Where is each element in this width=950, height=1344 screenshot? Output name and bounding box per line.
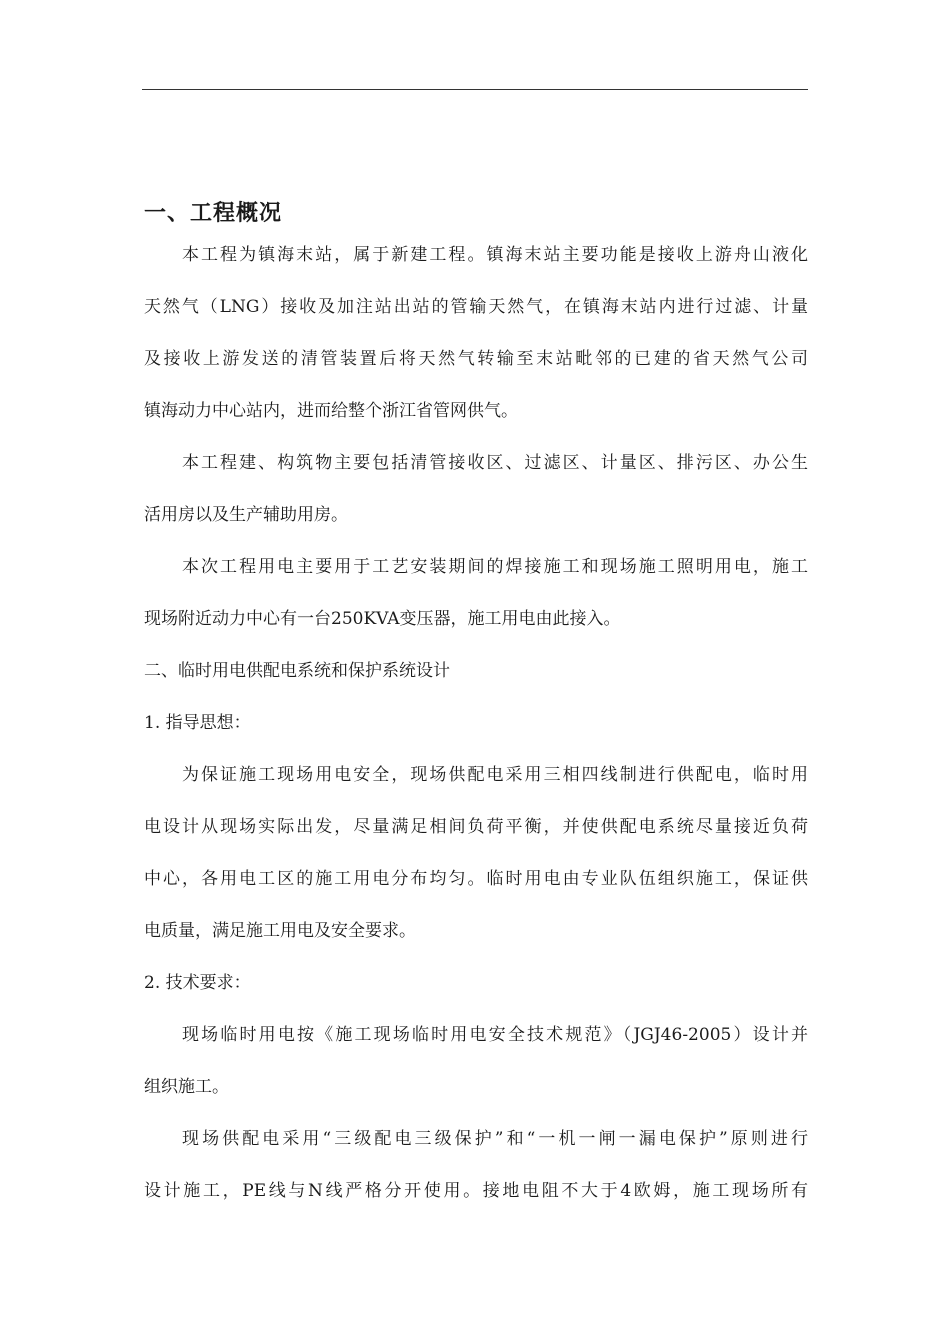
- paragraph-line: 活用房以及生产辅助用房。: [144, 505, 348, 525]
- paragraph-line: 本工程建、构筑物主要包括清管接收区、过滤区、计量区、排污区、办公生: [182, 453, 808, 473]
- paragraph-line: 电质量，满足施工用电及安全要求。: [144, 921, 416, 941]
- paragraph-line: 天然气（LNG）接收及加注站出站的管输天然气，在镇海末站内进行过滤、计量: [144, 297, 808, 317]
- paragraph-line: 本工程为镇海末站，属于新建工程。镇海末站主要功能是接收上游舟山液化: [182, 245, 808, 265]
- paragraph-line: 及接收上游发送的清管装置后将天然气转输至末站毗邻的已建的省天然气公司: [144, 349, 808, 369]
- paragraph-line: 中心，各用电工区的施工用电分布均匀。临时用电由专业队伍组织施工，保证供: [144, 869, 808, 889]
- section-heading: 一、工程概况: [144, 201, 283, 226]
- paragraph-line: 为保证施工现场用电安全，现场供配电采用三相四线制进行供配电，临时用: [182, 765, 808, 785]
- subsection-heading: 2. 技术要求：: [144, 973, 251, 993]
- paragraph-line: 现场临时用电按《施工现场临时用电安全技术规范》（JGJ46-2005）设计并: [182, 1025, 808, 1045]
- paragraph-line: 电设计从现场实际出发，尽量满足相间负荷平衡，并使供配电系统尽量接近负荷: [144, 817, 808, 837]
- paragraph-line: 现场附近动力中心有一台250KVA变压器，施工用电由此接入。: [144, 609, 621, 629]
- subsection-heading: 1. 指导思想：: [144, 713, 251, 733]
- header-rule: [142, 89, 808, 90]
- paragraph-line: 现场供配电采用“三级配电三级保护”和“一机一闸一漏电保护”原则进行: [182, 1129, 808, 1149]
- subsection-heading: 二、临时用电供配电系统和保护系统设计: [144, 661, 450, 681]
- paragraph-line: 设计施工，PE线与N线严格分开使用。接地电阻不大于4欧姆，施工现场所有: [144, 1181, 808, 1201]
- paragraph-line: 镇海动力中心站内，进而给整个浙江省管网供气。: [144, 401, 518, 421]
- paragraph-line: 本次工程用电主要用于工艺安装期间的焊接施工和现场施工照明用电，施工: [182, 557, 808, 577]
- paragraph-line: 组织施工。: [144, 1077, 229, 1097]
